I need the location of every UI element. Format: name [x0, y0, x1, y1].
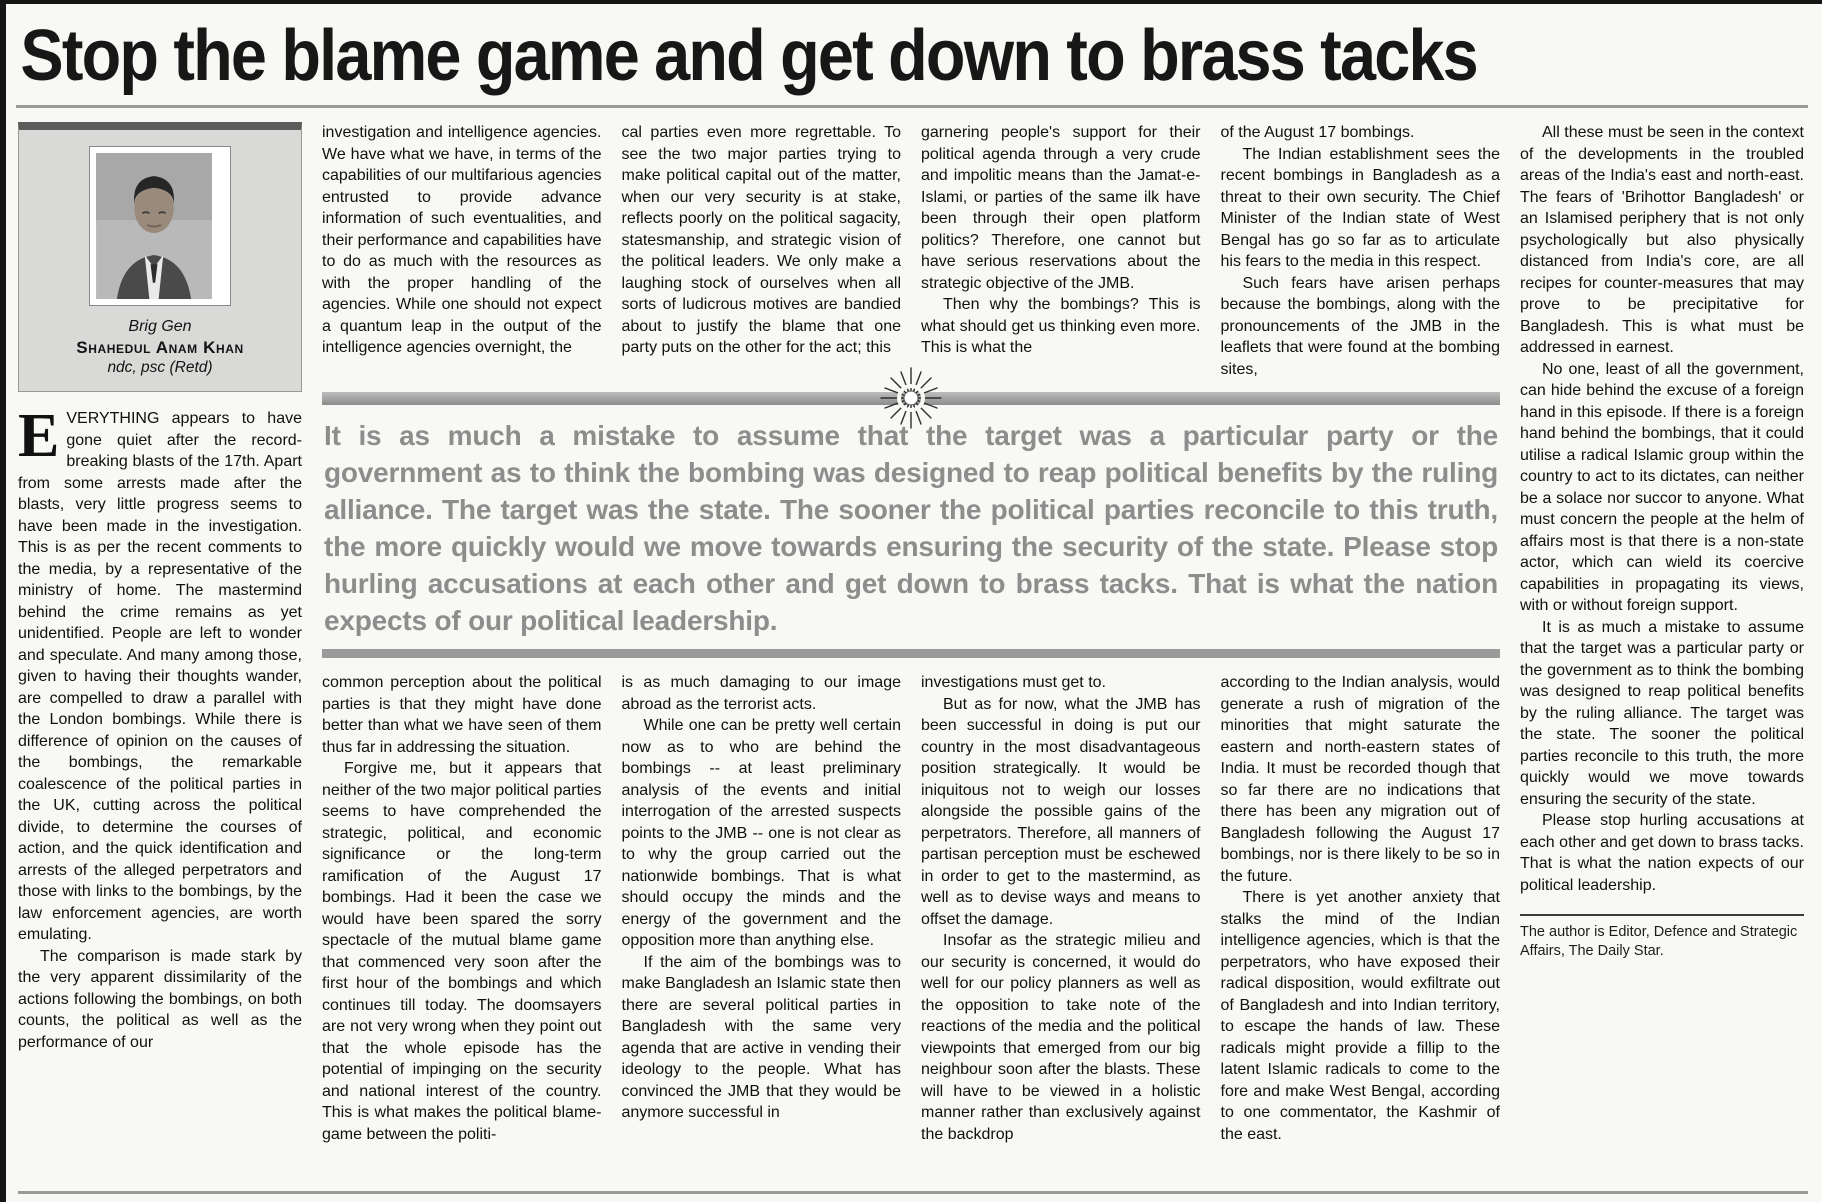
column-3-bottom	[622, 672, 902, 1124]
column-6	[1520, 122, 1804, 1145]
column-4-top	[921, 122, 1201, 359]
paragraph	[18, 402, 302, 946]
author-attribution: The author is Editor, Defence and Strategic Affairs, The Daily Star.	[1520, 914, 1804, 961]
paragraph: common perception about the political parties is that they might have done better than what we have seen of them thus far in addressing the situation.	[322, 674, 602, 756]
paragraph: The Indian establishment sees the recent bombings in Bangladesh as a threat to their own security. The Chief Minister of the Indian state of West Bengal has go so far as to articulate his fears to the media in this respect.	[1220, 145, 1500, 271]
author-photo-frame	[89, 146, 231, 306]
author-rank: Brig Gen	[128, 318, 192, 336]
paragraph: All these must be seen in the context of the developments in the troubled areas of the India's east and north-east. The fears of 'Brihottor Bangladesh' or an Islamised periphery that is not only psychologically but also physically distanced from India's core, are all recipes for counter-measures that may prove to be precipitative for Bangladesh. This is what must be addressed in earnest.	[1520, 124, 1804, 357]
middle-columns	[322, 122, 1500, 1145]
paragraph: Such fears have arisen perhaps because the bombings, along with the pronouncements of the JMB in the leaflets that were found at the bombing sites,	[1220, 274, 1500, 378]
paragraph: If the aim of the bombings was to make Bangladesh an Islamic state then there are several political parties in Bangladesh with the same very agenda that are active in vending their ideology to the people. What has convinced the JMB that they would be anymore successful in	[621, 953, 901, 1122]
paragraph: of the August 17 bombings.	[1220, 124, 1415, 142]
paragraph: Then why the bombings? This is what should get us thinking even more. This is what the	[921, 296, 1201, 357]
paragraph: Forgive me, but it appears that neither of the two major political parties seems to have comprehended the strategic, political, and economic significance or the long-term ramification of the August 17 bombings. Had it been the case we would have been spared the sorry spectacle of the mutual blame game that commenced very soon after the first hour of the bombings and which continues till today. The doomsayers are not very wrong when they point out that the whole episode has the potential of impinging on the security and national interest of the country. This is what makes the political blame-game between the politi-	[322, 760, 602, 1143]
paragraph: It is as much a mistake to assume that the target was a particular party or the government as to think the bombing was designed to reap political benefits by the ruling alliance. The target was the state. The sooner the political parties reconcile to this truth, the more quickly would we move towards ensuring the security of the state.	[1520, 618, 1804, 808]
headline: Stop the blame game and get down to brass tacks	[20, 16, 1477, 96]
paragraph: There is yet another anxiety that stalks the mind of the Indian intelligence agencies, which is that the perpetrators, who have exposed their radical disposition, would exfiltrate out of Bangladesh and into Indian territory, to escape the hands of law. These radicals might provide a fillip to the latent Islamic radicals to come to the fore and make West Bengal, according to one commentator, the Kashmir of the east.	[1220, 889, 1500, 1143]
starburst-icon	[878, 365, 944, 431]
author-name: Shahedul Anam Khan	[76, 338, 244, 358]
paragraph: garnering people's support for their political agenda through a very crude and impolitic means than the Jamat-e-Islami, or parties of the same ilk have been through their open platform politics? Therefore, one cannot but have serious reservations about the strategic objective of the JMB.	[921, 124, 1201, 292]
pull-quote-block	[322, 392, 1500, 658]
dropcap: E	[18, 402, 60, 471]
paragraph: investigation and intelligence agencies. We have what we have, in terms of the capabilities of our multifarious agencies entrusted to provide advance information of such eventualities, and their performance and capabilities have to do as much with the resources as with the proper handling of the agencies. While one should not expect a quantum leap in the output of the intelligence agencies overnight, the	[322, 124, 602, 357]
paragraph: No one, least of all the government, can hide behind the excuse of a foreign hand in this episode. If there is a foreign hand behind the bombings, that it could utilise a radical Islamic group within the country to act to its dictates, can neither be a solace nor succor to anyone. What must concern the people at the helm of affairs most is that there is a non-state actor, which can wield its coercive capabilities in propagating its views, with or without foreign support.	[1520, 360, 1804, 615]
column-4-bottom	[921, 672, 1201, 1145]
author-photo	[96, 153, 212, 299]
column-2-top	[322, 122, 602, 359]
pull-quote-bottom-bar	[322, 649, 1500, 658]
paragraph: according to the Indian analysis, would generate a rush of migration of the minorities that might saturate the eastern and north-eastern states of India. It must be recorded though that so far there are no indications that there has been any migration out of Bangladesh following the August 17 bombings, nor is there likely to be so in the future.	[1220, 674, 1500, 885]
pull-quote-text: It is as much a mistake to assume that the target was a particular party or the government as to think the bombing was designed to reap political benefits by the ruling alliance. The target was the state. The sooner the political parties reconcile to this truth, the more quickly would we move towards ensuring the security of the state. Please stop hurling accusations at each other and get down to brass tacks. That is what the nation expects of our political leadership.	[324, 420, 1498, 637]
paragraph: While one can be pretty well certain now as to who are behind the bombings -- at least preliminary analysis of the events and initial interrogation of the arrested suspects points to the JMB -- one is not clear as to why the group carried out the nationwide bombings. That is what should occupy the minds and the energy of the government and the opposition more than anything else.	[621, 717, 901, 950]
bottom-rule	[18, 1191, 1808, 1194]
paragraph: cal parties even more regrettable. To see the two major parties trying to make political capital out of the matter, when our very security is at stake, reflects poorly on the political sagacity, statesmanship, and strategic vision of the political leaders. We only make a laughing stock of ourselves when all sorts of ludicrous motives are bandied about to justify the blame that one party puts on the other for the act; this	[621, 124, 901, 357]
column-2-bottom	[322, 672, 602, 1145]
paragraph-text: VERYTHING appears to have gone quiet after the record-breaking blasts of the 17th. Apart from some arrests made after the blasts, very little progress seems to have been made in the investigation. This is as per the recent comments to the media, by a representative of the ministry of home. The mastermind behind the crime remains as yet unidentified. People are left to wonder and speculate. And many among those, given to having their thoughts wander, are compelled to draw a parallel with the London bombings. While there is difference of opinion on the causes of the bombings, the remarkable coalescence of the political parties in the UK, cutting across the political divide, to determine the courses of action, and the quick identification and arrests of the alleged perpetrators and those with links to the bombings, by the law enforcement agencies, are worth emulating.	[18, 410, 302, 944]
paragraph: Please stop hurling accusations at each other and get down to brass tacks. That is what the nation expects of our political leadership.	[1520, 812, 1804, 894]
paragraph: The comparison is made stark by the very apparent dissimilarity of the actions following the bombings, on both counts, the political as well as the performance of our	[18, 947, 302, 1051]
column-1	[18, 122, 302, 1145]
paragraph: Insofar as the strategic milieu and our security is concerned, it would do well for our policy planners as well as the opposition to take note of the reactions of the media and the political viewpoints that emerged from our big neighbour soon after the blasts. These will have to be viewed in a holistic manner rather than exclusively against the backdrop	[921, 932, 1201, 1143]
paragraph: investigations must get to.	[921, 674, 1106, 692]
article-body	[6, 108, 1822, 1145]
author-box	[18, 122, 302, 392]
paragraph: is as much damaging to our image abroad as the terrorist acts.	[621, 674, 901, 713]
column-5-top	[1221, 122, 1501, 380]
author-credentials: ndc, psc (Retd)	[107, 359, 213, 377]
paragraph: But as for now, what the JMB has been successful in doing is put our country in the most disadvantageous position strategically. It would be iniquitous not to weigh our losses alongside the possible gains of the perpetrators. Therefore, all manners of partisan perception must be eschewed in order to get to the mastermind, as well as to devise ways and means to offset the damage.	[921, 695, 1201, 928]
column-3-top	[622, 122, 902, 359]
column-5-bottom	[1221, 672, 1501, 1145]
